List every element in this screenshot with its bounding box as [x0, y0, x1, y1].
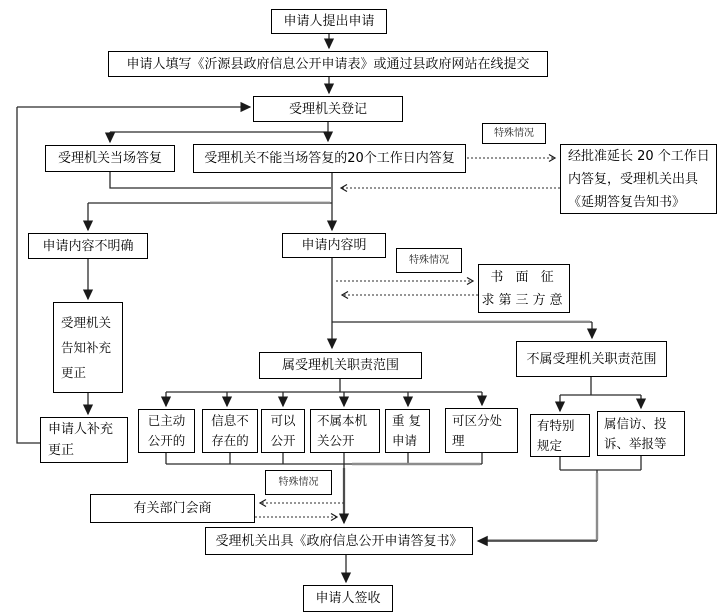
node-can-public: 可以 公开 — [261, 409, 305, 453]
node-onsite-reply: 受理机关当场答复 — [45, 145, 175, 172]
node-third-party: 书 面 征 求第三方意 — [478, 264, 570, 313]
node-separable: 可区分处 理 — [445, 408, 518, 453]
node-petition: 属信访、投 诉、举报等 — [597, 411, 685, 456]
node-sign: 申请人签收 — [303, 585, 393, 612]
node-content-clear: 申请内容明 — [282, 233, 386, 258]
node-delayed-reply: 受理机关不能当场答复的20个工作日内答复 — [193, 144, 466, 173]
node-repeat-apply: 重 复 申请 — [385, 409, 430, 453]
node-not-this-org: 不属本机 关公开 — [310, 409, 380, 453]
node-consult: 有关部门会商 — [90, 494, 255, 523]
node-already-public: 已主动 公开的 — [138, 409, 195, 453]
node-special-case-2: 特殊情况 — [396, 248, 462, 273]
node-reply-doc: 受理机关出具《政府信息公开申请答复书》 — [205, 527, 473, 555]
node-special-case-1: 特殊情况 — [482, 123, 546, 144]
node-in-scope: 属受理机关职责范围 — [259, 352, 422, 379]
node-apply: 申请人提出申请 — [271, 9, 387, 34]
node-not-exist: 信息不 存在的 — [202, 409, 258, 453]
node-extension: 经批准延长 20 个工作日 内答复，受理机关出具 《延期答复告知书》 — [560, 144, 717, 214]
node-register: 受理机关登记 — [253, 96, 403, 122]
node-applicant-supplement: 申请人补充 更正 — [40, 417, 128, 463]
node-special-case-3: 特殊情况 — [265, 470, 332, 495]
node-special-rule: 有特别 规定 — [530, 414, 590, 457]
node-notify-supplement: 受理机关 告知补充 更正 — [53, 302, 123, 393]
node-out-scope: 不属受理机关职责范围 — [516, 341, 667, 377]
node-fill-form: 申请人填写《沂源县政府信息公开申请表》或通过县政府网站在线提交 — [108, 51, 548, 77]
node-content-unclear: 申请内容不明确 — [28, 233, 148, 259]
